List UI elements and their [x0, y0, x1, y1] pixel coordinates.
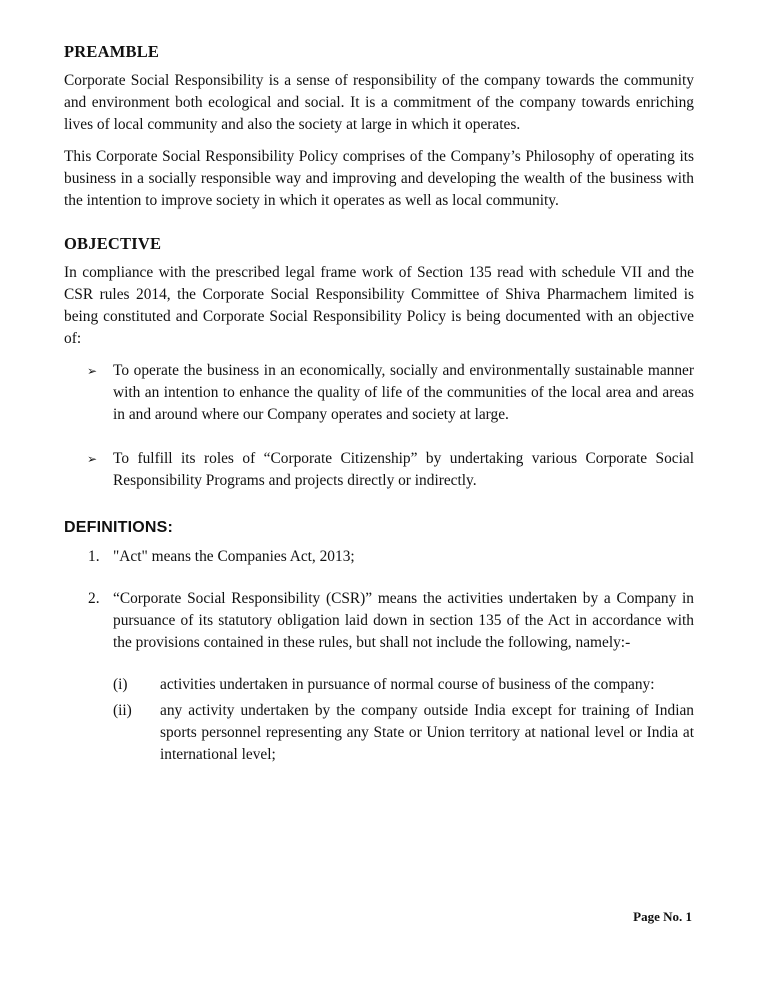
definitions-list: [64, 546, 694, 654]
definitions-sub-list: [64, 674, 694, 766]
objective-heading: OBJECTIVE: [64, 234, 162, 253]
list-item: [64, 360, 694, 426]
sub-item-number: (ii): [113, 702, 132, 719]
bullet-text: To operate the business in an economically, socially and environmentally sustainable manner with an intention to enhance the quality of life of the communities of the local area and areas in and around where our Company operates and society at large.: [113, 362, 694, 423]
sub-item-number: (i): [113, 676, 128, 693]
preamble-paragraph-1: Corporate Social Responsibility is a sense of responsibility of the company towards the community and environment both ecological and social. It is a commitment of the company towards enriching lives of local community and also the society at large in which it operates.: [64, 72, 694, 133]
list-item: [64, 448, 694, 492]
definitions-heading: DEFINITIONS:: [64, 519, 174, 536]
arrow-bullet-icon: ➢: [87, 452, 98, 466]
preamble-heading: PREAMBLE: [64, 42, 160, 61]
preamble-paragraph-2: This Corporate Social Responsibility Policy comprises of the Company’s Philosophy of operating its business in a socially responsible way and improving and developing the wealth of the business with the intention to improve society in which it operates as well as local community.: [64, 148, 694, 209]
arrow-bullet-icon: ➢: [87, 364, 98, 378]
sub-item-text: activities undertaken in pursuance of normal course of business of the company:: [160, 676, 655, 693]
objective-intro: In compliance with the prescribed legal frame work of Section 135 read with schedule VII and the CSR rules 2014, the Corporate Social Responsibility Committee of Shiva Pharmachem limited is being constituted and Corporate Social Responsibility Policy is being documented with an objective of:: [64, 264, 694, 347]
list-item: [64, 546, 694, 568]
page-number: Page No. 1: [633, 909, 692, 924]
definition-text: "Act" means the Companies Act, 2013;: [113, 548, 355, 565]
list-item: [64, 674, 694, 696]
list-item: [64, 700, 694, 766]
list-item: [64, 588, 694, 654]
sub-item-text: any activity undertaken by the company outside India except for training of Indian sports personnel representing any State or Union territory at national level or India at international level;: [160, 702, 694, 763]
definition-text: “Corporate Social Responsibility (CSR)” means the activities undertaken by a Company in pursuance of its statutory obligation laid down in section 135 of the Act in accordance with the provisions contained in these rules, but shall not include the following, namely:-: [113, 590, 694, 651]
bullet-text: To fulfill its roles of “Corporate Citizenship” by undertaking various Corporate Social Responsibility Programs and projects directly or indirectly.: [113, 450, 694, 489]
item-number: 1.: [88, 548, 100, 565]
item-number: 2.: [88, 590, 100, 607]
objective-bullet-list: [64, 360, 694, 492]
